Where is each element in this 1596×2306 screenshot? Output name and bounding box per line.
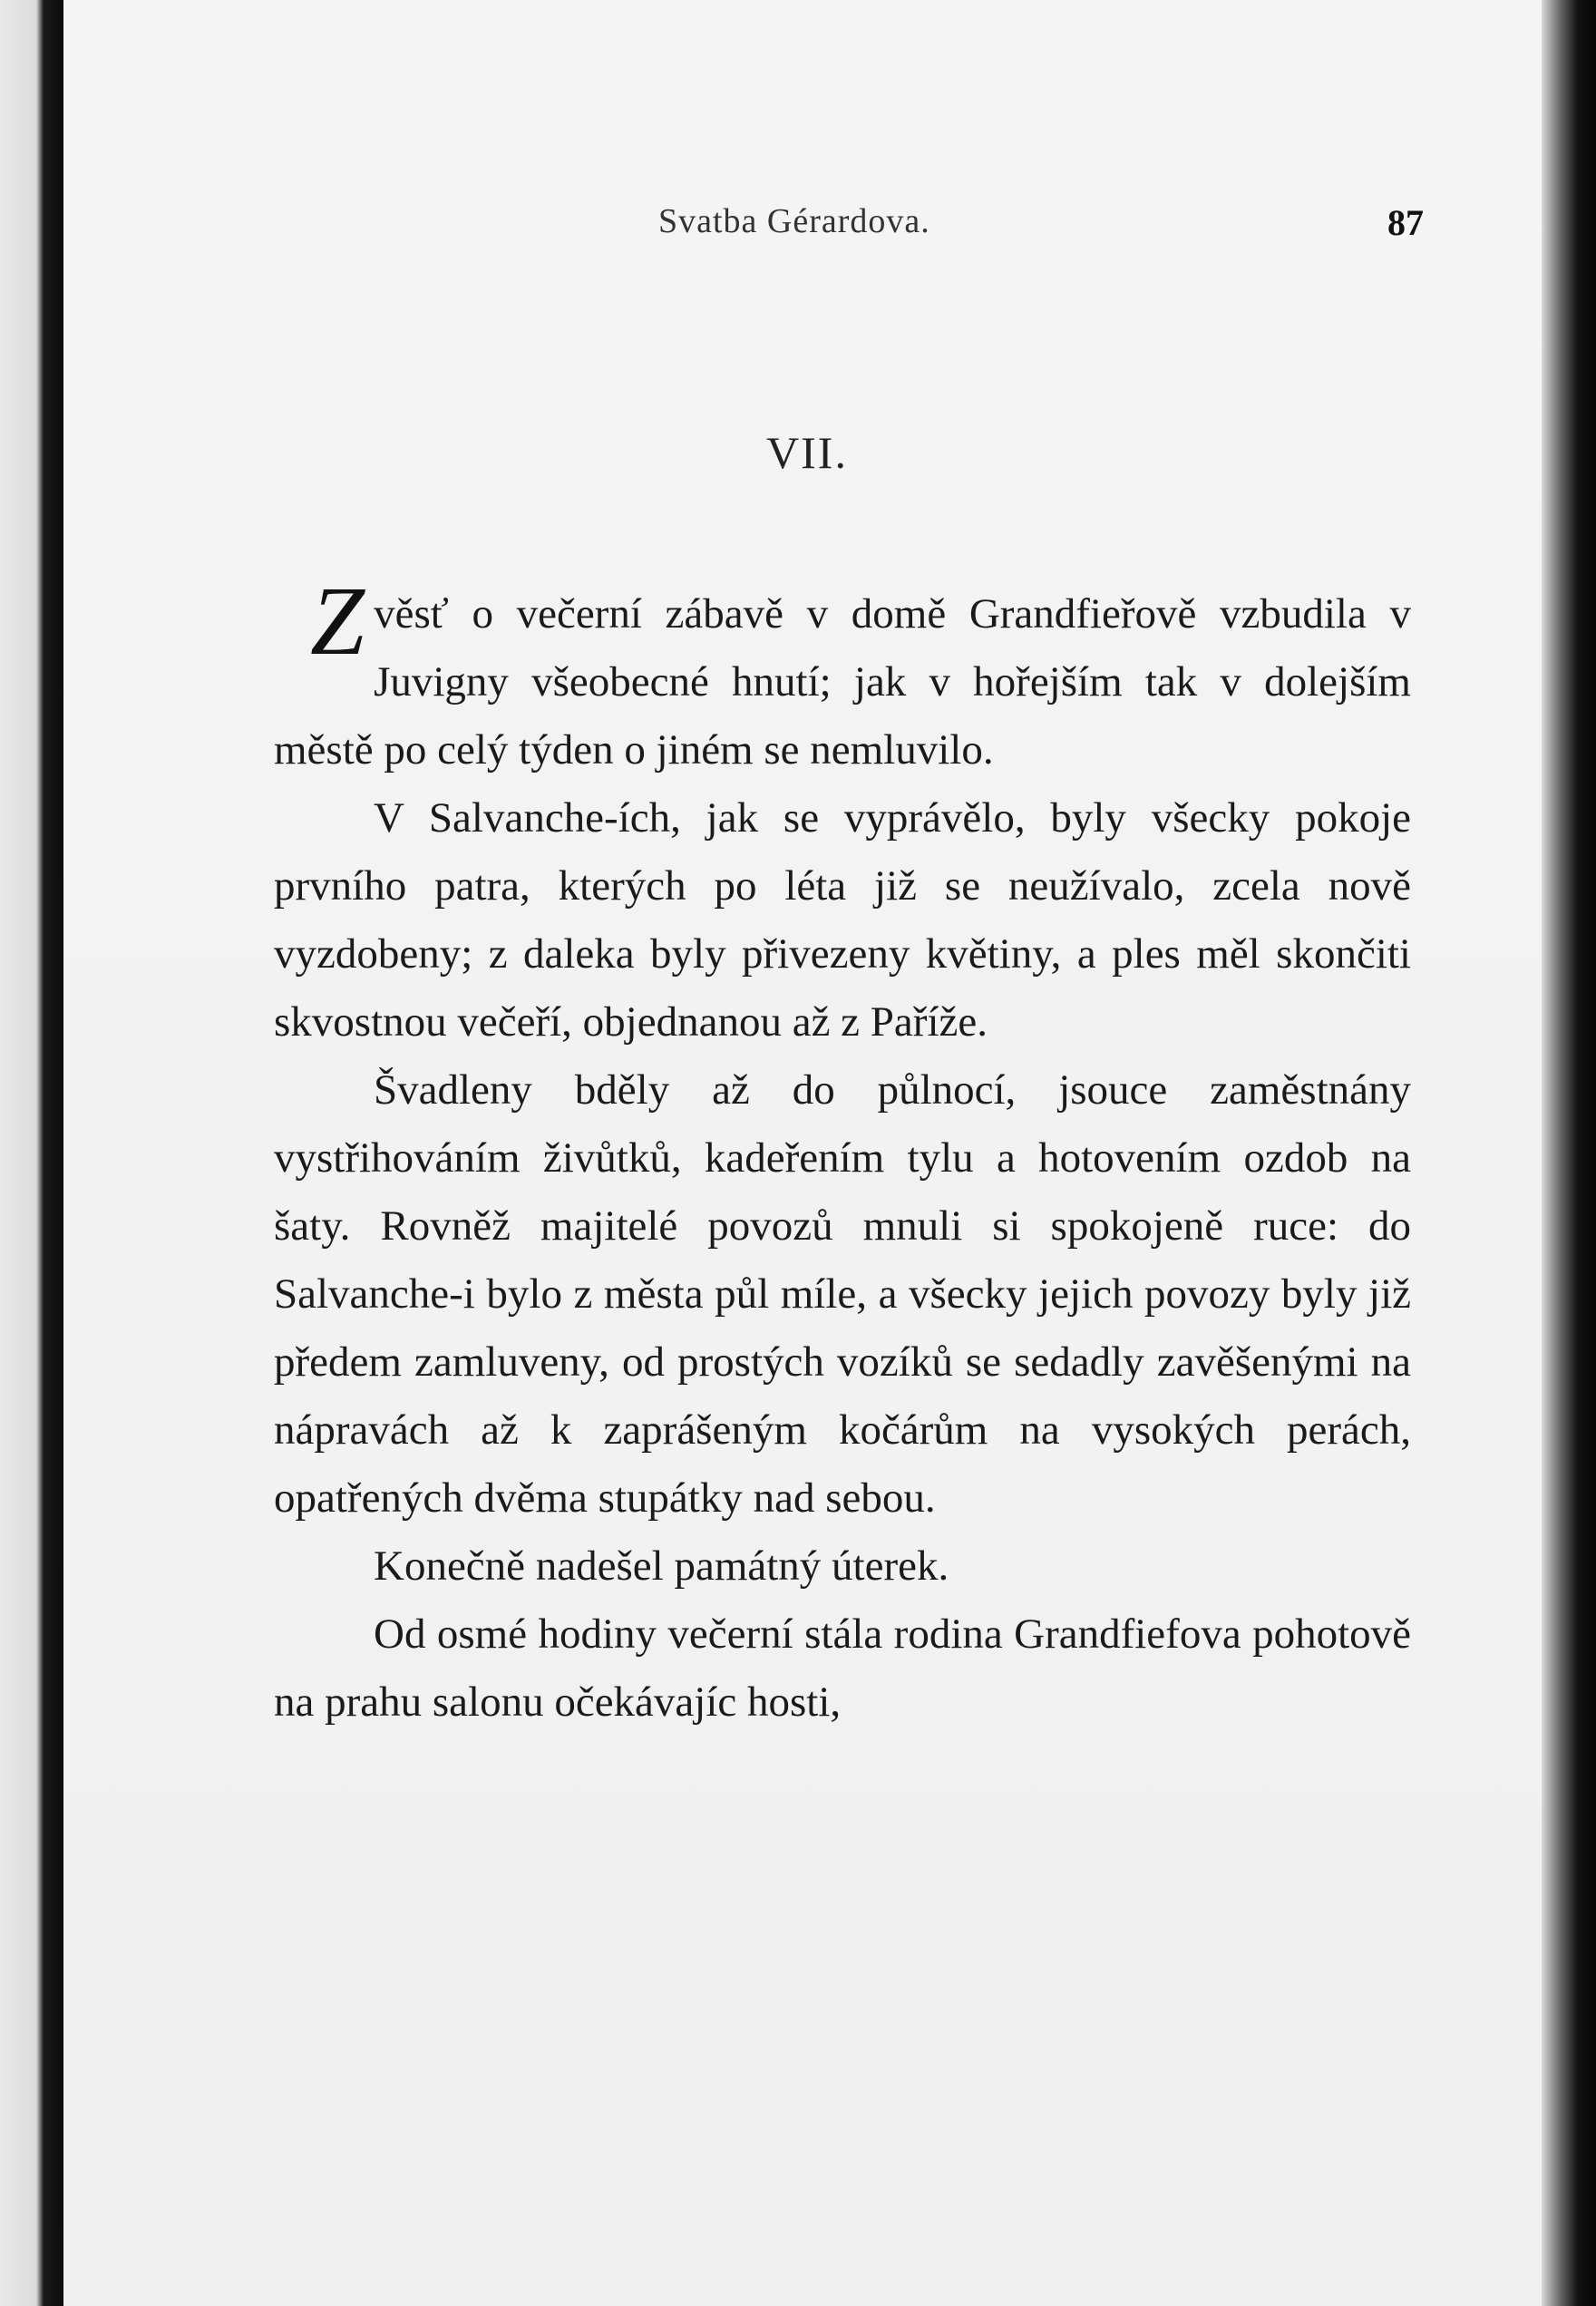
paragraph-4: Konečně nadešel památný úterek. [374, 1542, 949, 1590]
page-header [63, 201, 1551, 256]
book-page [63, 0, 1551, 2306]
running-title: Svatba Gérardova. [658, 202, 930, 240]
paragraph-3: Švadleny bděly až do půlnocí, jsouce zaměstnány vystřihováním živůtků, kadeřením tylu a hotovením ozdob na šaty. Rovněž majitelé povozů mnuli si spokojeně ruce: do Salvanche-i bylo z města půl míle, a všecky jejich povozy byly již předem zamluveny, od prostých vozíků se sedadly zavěšenými na nápravách až k zaprášeným kočárům na vysokých perách, opatřených dvěma stupátky nad sebou. [274, 1066, 1411, 1522]
page-number: 87 [1387, 202, 1424, 243]
left-page-edge [0, 0, 63, 2306]
paragraph-2: V Salvanche-ích, jak se vyprávělo, byly všecky pokoje prvního patra, kterých po léta již se neužívalo, zcela nově vyzdobeny; z daleka byly přivezeny květiny, a ples měl skončiti skvostnou večeří, objednanou až z Paříže. [274, 794, 1411, 1046]
paragraph-5: Od osmé hodiny večerní stála rodina Grandfiefova pohotově na prahu salonu očekávajíc hosti, [274, 1610, 1411, 1726]
drop-cap: Z [310, 568, 365, 676]
body-text [274, 568, 1411, 1737]
paragraph-1 [274, 568, 1411, 784]
right-page-shadow [1542, 0, 1596, 2306]
chapter-heading: VII. [766, 427, 848, 478]
paragraph-1-text: věsť o večerní zábavě v domě Grandfieřově vzbudila v Juvigny všeobecné hnutí; jak v hořejším tak v dolejším městě po celý týden o jiném se nemluvilo. [274, 590, 1411, 774]
